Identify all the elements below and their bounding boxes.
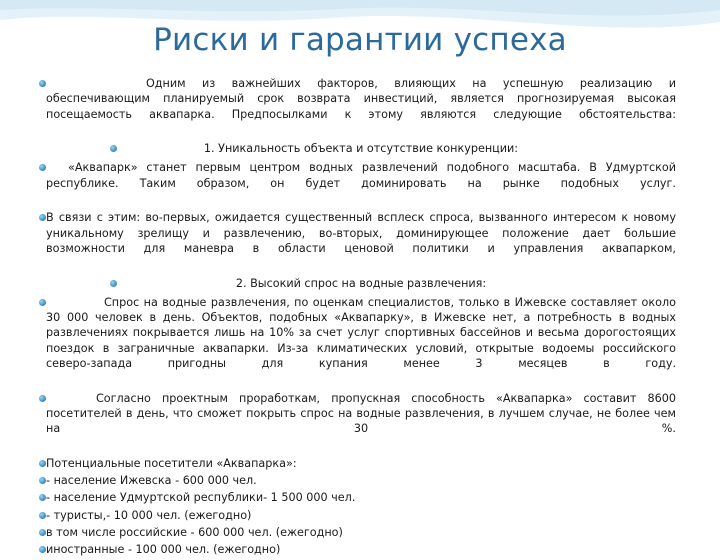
list-item-russian [46,525,676,540]
list-item-text: Потенциальные посетители «Аквапарка»: [46,456,297,470]
list-item-text: Спрос на водные развлечения, по оценкам специалистов, только в Ижевске составляет около 30 000 человек в день. Объектов, подобных «Аквапарку», в Ижевске нет, а потребность в водных развлечениях покрывается лишь на 10% за счет услуг спортивных бассейнов и весьма дорогостоящих поездок в заграничные аквапарки. Из-за климатических условий, открытые водоемы российского северо-запада пригодны для купания менее 3 месяцев в году. [46,295,676,371]
slide-body [46,76,676,560]
list-item-tourists [46,508,676,523]
bullet-icon [39,477,46,484]
list-item-izhevsk [46,473,676,488]
list-item-foreign [46,542,676,557]
list-item-visitors-heading [46,456,676,471]
list-item-text: 2. Высокий спрос на водные развлечения: [235,276,487,290]
list-item-capacity [46,391,676,452]
list-item-text: - туристы,- 10 000 чел. (ежегодно) [46,508,252,522]
list-item-demand-estimate [46,295,676,387]
list-item-aquapark-first [46,160,676,206]
list-item-heading-2 [46,276,676,291]
list-item-text: - население Удмуртской республики- 1 500 000 чел. [46,491,356,505]
list-item-udmurtia [46,490,676,505]
list-item-text: иностранные - 100 000 чел. (ежегодно) [46,543,281,557]
bullet-icon [110,280,117,287]
slide-title: Риски и гарантии успеха [153,22,567,58]
list-item-intro [46,76,676,137]
list-item-text: «Аквапарк» станет первым центром водных развлечений подобного масштаба. В Удмуртской республике. Таким образом, он будет доминировать на рынке подобных услуг. [46,161,676,190]
list-item-heading-1 [46,141,676,156]
bullet-icon [39,299,46,306]
bullet-icon [39,460,46,467]
list-item-text: Одним из важнейших факторов, влияющих на успешную реализацию и обеспечивающим планируемый срок возврата инвестиций, является прогнозируемая высокая посещаемость аквапарка. Предпосылками к этому являются следующие обстоятельства: [46,77,676,121]
list-item-demand-surge [46,210,676,271]
list-item-text: Согласно проектным проработкам, пропускная способность «Аквапарка» составит 8600 посетителей в день, что сможет покрыть спрос на водные развлечения, в лучшем случае, не более чем на 30 %. [46,391,676,436]
bullet-icon [39,494,46,501]
bullet-icon [39,529,46,536]
list-item-text: В связи с этим: во-первых, ожидается существенный всплеск спроса, вызванного интересом к новому уникальному зрелищу и развлечению, во-вторых, доминирующее положение дает большие возможности для маневра в области ценовой политики и управления аквапарком, [46,211,676,255]
bullet-icon [39,164,46,171]
bullet-icon [39,546,46,553]
list-item-text: 1. Уникальность объекта и отсутствие конкуренции: [203,142,519,156]
bullet-icon [39,80,46,87]
list-item-text: в том числе российские - 600 000 чел. (ежегодно) [46,526,343,540]
bullet-icon [39,395,46,402]
bullet-icon [39,512,46,519]
list-item-text: - население Ижевска - 600 000 чел. [46,474,257,488]
bullet-icon [39,214,46,221]
